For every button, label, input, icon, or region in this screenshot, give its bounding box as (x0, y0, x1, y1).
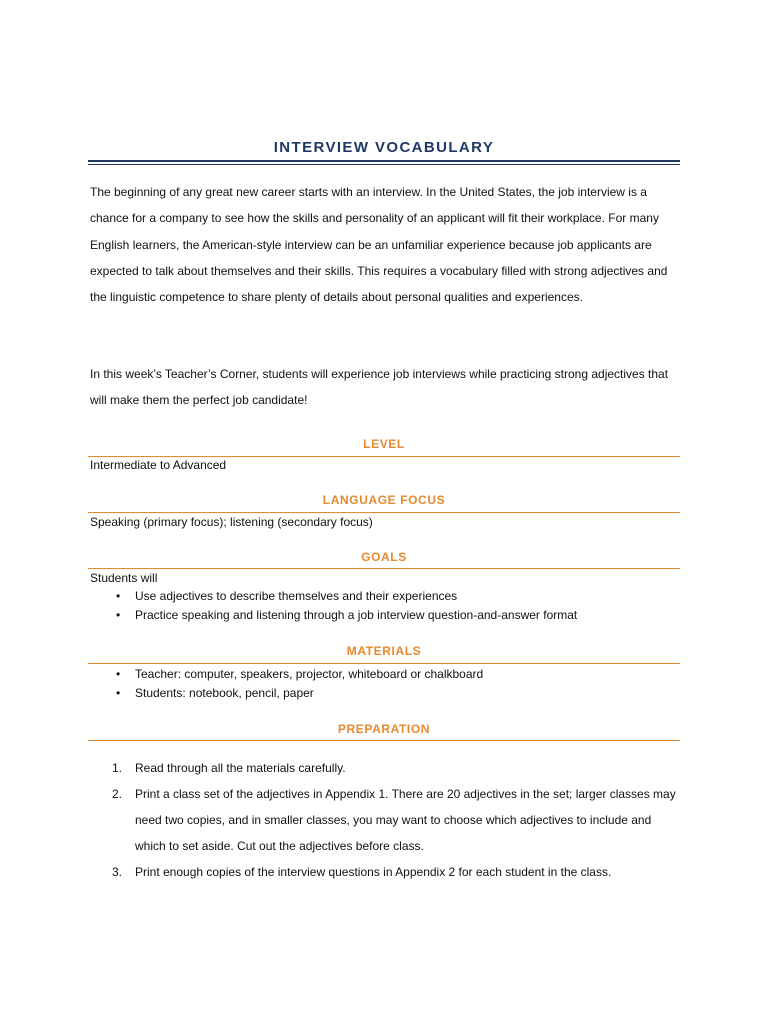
level-text: Intermediate to Advanced (90, 458, 227, 472)
step-number: 2. (112, 787, 123, 801)
section-heading-goals: GOALS (361, 550, 407, 564)
title-divider (88, 160, 680, 165)
intro-paragraph-1: The beginning of any great new career starts with an interview. In the United States, the job interview is a chance for a company to see how the skills and personality of an applicant will fit their workplace. For many English learners, the American-style interview can be an unfamiliar experience because job applicants are expected to talk about themselves and their skills. This requires a vocabulary filled with strong adjectives and the linguistic competence to share plenty of details about personal qualities and experiences. (90, 185, 668, 305)
goal-text: Practice speaking and listening through a job interview question-and-answer format (135, 608, 578, 622)
list-item (90, 859, 680, 885)
step-text: Read through all the materials carefully. (135, 761, 346, 775)
intro-paragraph-2: In this week’s Teacher’s Corner, students will experience job interviews while practicing strong adjectives that will make them the perfect job candidate! (90, 367, 669, 408)
section-divider-preparation (88, 740, 680, 741)
goal-text: Use adjectives to describe themselves and their experiences (135, 589, 458, 603)
list-item (90, 587, 577, 606)
material-text: Teacher: computer, speakers, projector, whiteboard or chalkboard (135, 667, 484, 681)
section-heading-level: LEVEL (363, 437, 405, 451)
section-heading-materials: MATERIALS (346, 644, 422, 658)
bullet-icon: • (116, 608, 121, 622)
section-divider-language-focus (88, 512, 680, 513)
goals-intro: Students will (90, 571, 158, 585)
page-title: INTERVIEW VOCABULARY (273, 139, 495, 156)
list-item (90, 755, 680, 781)
list-item (90, 665, 483, 684)
bullet-icon: • (116, 686, 121, 700)
bullet-icon: • (116, 589, 121, 603)
materials-list (90, 665, 483, 703)
bullet-icon: • (116, 667, 121, 681)
step-text: Print a class set of the adjectives in Appendix 1. There are 20 adjectives in the set; larger classes may need two copies, and in smaller classes, you may want to choose which adjectives to include and which to set aside. Cut out the adjectives before class. (135, 787, 676, 853)
material-text: Students: notebook, pencil, paper (135, 686, 314, 700)
step-number: 1. (112, 761, 123, 775)
step-text: Print enough copies of the interview questions in Appendix 2 for each student in the class. (135, 865, 612, 879)
list-item (90, 684, 483, 703)
section-heading-preparation: PREPARATION (337, 722, 431, 736)
section-divider-materials (88, 663, 680, 664)
goals-list (90, 587, 577, 625)
list-item (90, 781, 680, 859)
language-focus-text: Speaking (primary focus); listening (secondary focus) (90, 515, 373, 529)
preparation-steps (90, 755, 680, 885)
step-number: 3. (112, 865, 123, 879)
section-heading-language-focus: LANGUAGE FOCUS (322, 493, 446, 507)
section-divider-goals (88, 568, 680, 569)
list-item (90, 606, 577, 625)
